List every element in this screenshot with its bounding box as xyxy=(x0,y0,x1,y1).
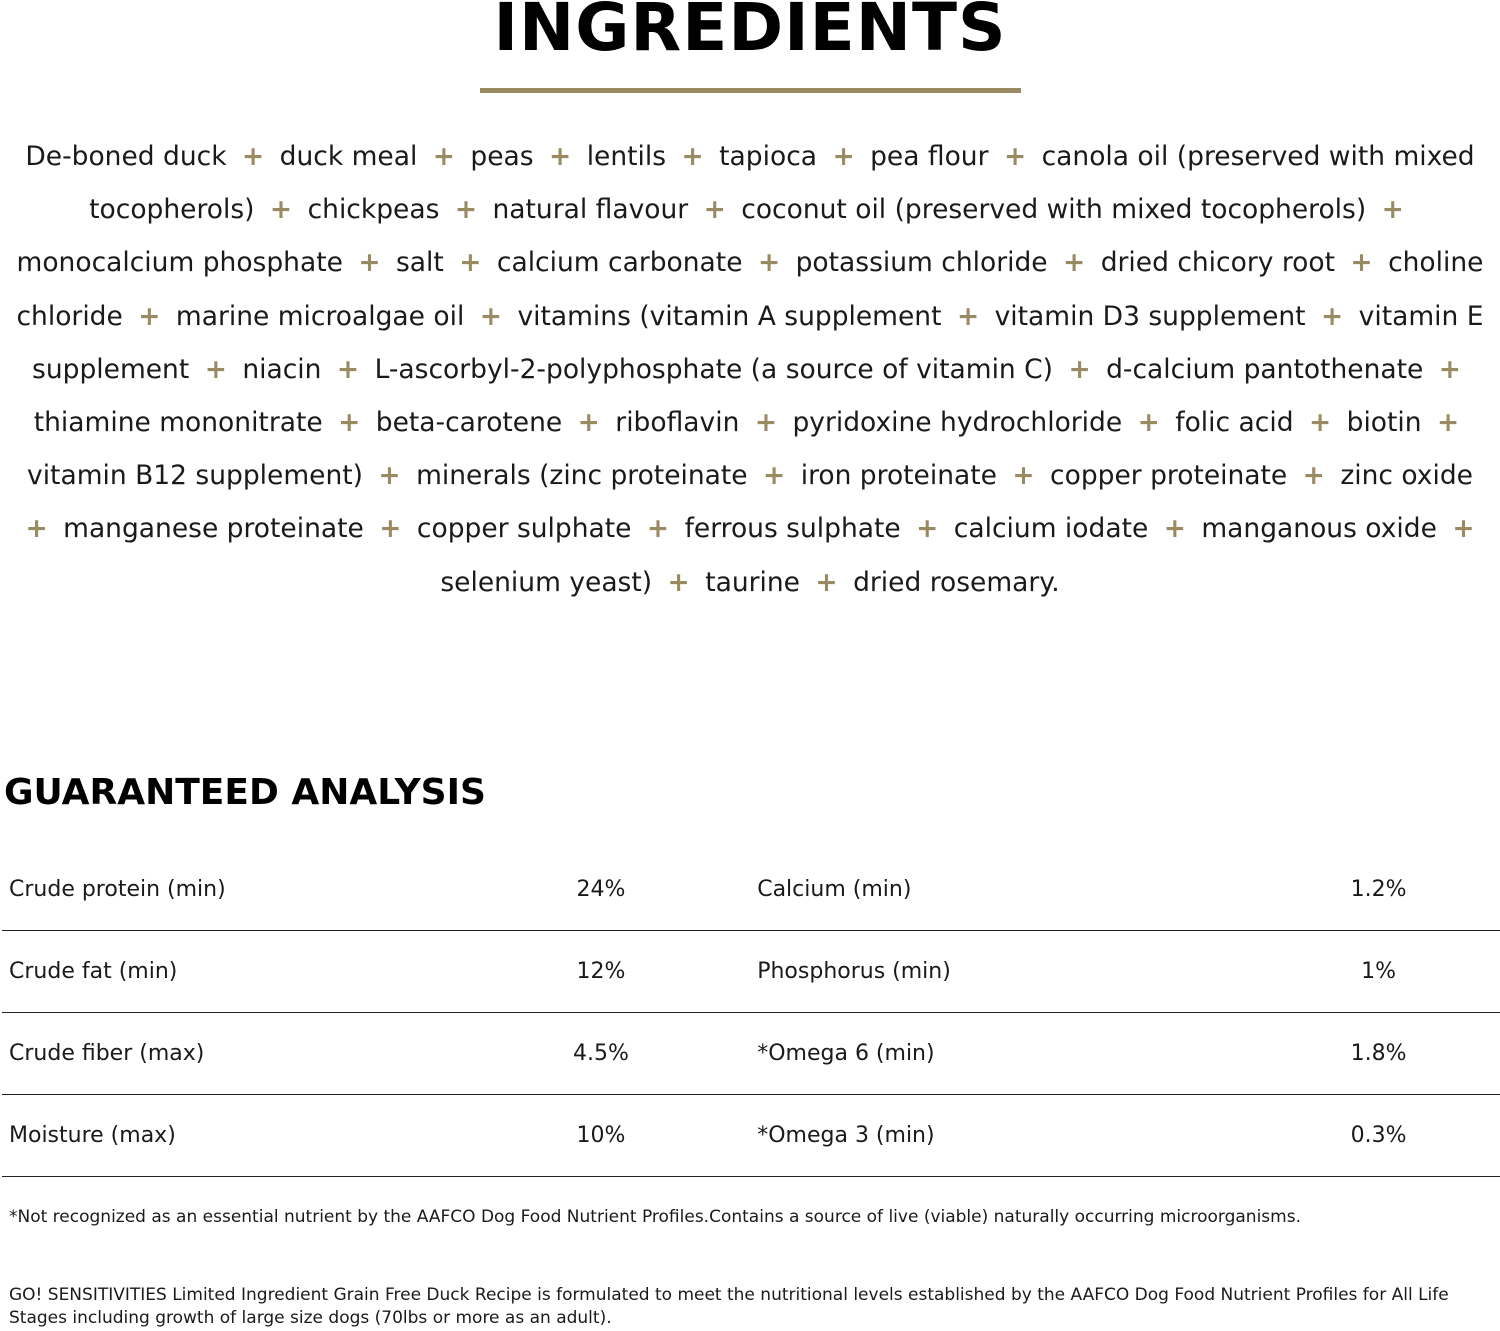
plus-separator-icon: + xyxy=(757,247,781,279)
plus-separator-icon: + xyxy=(379,513,402,545)
nutrient-value: 10% xyxy=(509,1095,692,1177)
plus-separator-icon: + xyxy=(1321,300,1344,332)
plus-separator-icon: + xyxy=(646,513,670,545)
nutrient-name: Crude fat (min) xyxy=(2,931,509,1013)
nutrient-value: 1.8% xyxy=(1257,1013,1500,1095)
ingredient-item: pea flour xyxy=(870,141,989,172)
plus-separator-icon: + xyxy=(1437,407,1460,439)
table-row xyxy=(2,848,1500,931)
ingredient-item: manganese proteinate xyxy=(63,513,364,545)
nutrient-name: Crude protein (min) xyxy=(2,848,509,931)
nutrient-name: Phosphorus (min) xyxy=(757,931,1257,1013)
ingredient-item: selenium yeast) xyxy=(440,566,653,598)
ingredient-item: minerals (zinc proteinate xyxy=(416,460,748,492)
ingredient-item: calcium iodate xyxy=(953,513,1149,545)
ingredient-item: vitamins (vitamin A supplement xyxy=(517,300,942,332)
ingredient-item: choline chloride xyxy=(16,247,1484,332)
plus-separator-icon: + xyxy=(1302,460,1325,492)
ingredient-item: folic acid xyxy=(1175,407,1294,439)
ingredient-item: chickpeas xyxy=(307,194,440,226)
plus-separator-icon: + xyxy=(336,353,360,385)
plus-separator-icon: + xyxy=(815,566,838,598)
ingredient-item: copper sulphate xyxy=(416,513,632,545)
ingredient-item: vitamin B12 supplement) xyxy=(27,460,363,492)
ingredient-item: duck meal xyxy=(279,141,418,172)
plus-separator-icon: + xyxy=(754,407,778,439)
table-row xyxy=(2,931,1500,1013)
plus-separator-icon: + xyxy=(459,247,482,279)
footnote: *Not recognized as an essential nutrient by the AAFCO Dog Food Nutrient Profiles.Contains a source of live (viable) naturally occurring microorganisms. xyxy=(9,1207,1301,1227)
ingredient-item: copper proteinate xyxy=(1050,460,1288,492)
ingredient-item: taurine xyxy=(705,566,800,598)
ingredient-item: vitamin E supplement xyxy=(32,300,1484,385)
ingredient-item: d-calcium pantothenate xyxy=(1106,353,1424,385)
nutrient-name: *Omega 6 (min) xyxy=(757,1013,1257,1095)
ingredient-item: thiamine mononitrate xyxy=(33,407,323,439)
nutrient-value: 24% xyxy=(509,848,692,931)
ingredient-item: dried chicory root xyxy=(1100,247,1335,279)
ingredient-item: monocalcium phosphate xyxy=(16,247,343,279)
nutrient-value: 1.2% xyxy=(1257,848,1500,931)
plus-separator-icon: + xyxy=(1012,460,1035,492)
plus-separator-icon: + xyxy=(1438,353,1461,385)
ingredient-item: zinc oxide xyxy=(1340,460,1473,492)
plus-separator-icon: + xyxy=(378,460,401,492)
plus-separator-icon: + xyxy=(1350,247,1373,279)
table-row xyxy=(2,1013,1500,1095)
guaranteed-analysis-title: GUARANTEED ANALYSIS xyxy=(4,772,486,813)
nutrient-value: 12% xyxy=(509,931,692,1013)
ingredient-item: pyridoxine hydrochloride xyxy=(792,407,1123,439)
ingredients-list xyxy=(14,130,1486,609)
aafco-statement: GO! SENSITIVITIES Limited Ingredient Grain Free Duck Recipe is formulated to meet the nutritional levels established by the AAFCO Dog Food Nutrient Profiles for All Life Stages including growth of large size dogs (70lbs or more as an adult). xyxy=(9,1285,1449,1328)
ingredients-title: INGREDIENTS xyxy=(493,0,1007,66)
ingredient-item: salt xyxy=(395,247,444,279)
plus-separator-icon: + xyxy=(479,300,502,332)
table-row xyxy=(2,1095,1500,1177)
ingredient-item: ferrous sulphate xyxy=(684,513,901,545)
plus-separator-icon: + xyxy=(204,353,227,385)
plus-separator-icon: + xyxy=(25,513,48,545)
ingredient-item: vitamin D3 supplement xyxy=(994,300,1306,332)
ingredient-item: canola oil (preserved with mixed tocopherols) xyxy=(89,141,1475,226)
ingredient-item: L-ascorbyl-2-polyphosphate (a source of vitamin C) xyxy=(374,353,1053,385)
ingredient-item: potassium chloride xyxy=(795,247,1048,279)
ingredient-item: biotin xyxy=(1346,407,1422,439)
plus-separator-icon: + xyxy=(269,194,293,226)
ingredient-item: De-boned duck xyxy=(25,141,227,172)
nutrient-value: 4.5% xyxy=(509,1013,692,1095)
plus-separator-icon: + xyxy=(549,141,572,172)
plus-separator-icon: + xyxy=(454,194,478,226)
title-divider xyxy=(480,88,1021,93)
plus-separator-icon: + xyxy=(916,513,939,545)
plus-separator-icon: + xyxy=(832,141,855,172)
plus-separator-icon: + xyxy=(1308,407,1332,439)
ingredient-item: marine microalgae oil xyxy=(175,300,465,332)
plus-separator-icon: + xyxy=(1381,194,1404,226)
plus-separator-icon: + xyxy=(138,300,161,332)
plus-separator-icon: + xyxy=(1063,247,1086,279)
ingredient-item: beta-carotene xyxy=(375,407,563,439)
nutrient-name: *Omega 3 (min) xyxy=(757,1095,1257,1177)
plus-separator-icon: + xyxy=(703,194,726,226)
ingredient-item: coconut oil (preserved with mixed tocopherols) xyxy=(741,194,1367,226)
ingredient-item: lentils xyxy=(586,141,667,172)
ingredient-item: peas xyxy=(470,141,534,172)
nutrient-value: 1% xyxy=(1257,931,1500,1013)
plus-separator-icon: + xyxy=(432,141,455,172)
nutrient-value: 0.3% xyxy=(1257,1095,1500,1177)
guaranteed-analysis-table xyxy=(2,848,1500,1177)
ingredient-item: iron proteinate xyxy=(800,460,997,492)
plus-separator-icon: + xyxy=(1003,141,1027,172)
ingredient-item: tapioca xyxy=(719,141,818,172)
ingredient-item: calcium carbonate xyxy=(496,247,743,279)
plus-separator-icon: + xyxy=(1068,353,1091,385)
plus-separator-icon: + xyxy=(1452,513,1475,545)
plus-separator-icon: + xyxy=(1163,513,1186,545)
ingredient-item: natural flavour xyxy=(492,194,689,226)
nutrient-name: Calcium (min) xyxy=(757,848,1257,931)
plus-separator-icon: + xyxy=(358,247,381,279)
nutrient-name: Crude fiber (max) xyxy=(2,1013,509,1095)
plus-separator-icon: + xyxy=(1137,407,1160,439)
plus-separator-icon: + xyxy=(577,407,600,439)
ingredient-item: niacin xyxy=(242,353,322,385)
plus-separator-icon: + xyxy=(338,407,361,439)
plus-separator-icon: + xyxy=(763,460,786,492)
ingredient-item: manganous oxide xyxy=(1201,513,1437,545)
nutrient-name: Moisture (max) xyxy=(2,1095,509,1177)
ingredient-item: dried rosemary. xyxy=(853,566,1060,598)
plus-separator-icon: + xyxy=(956,300,980,332)
ingredient-item: riboflavin xyxy=(615,407,740,439)
plus-separator-icon: + xyxy=(241,141,265,172)
plus-separator-icon: + xyxy=(681,141,704,172)
plus-separator-icon: + xyxy=(667,566,690,598)
